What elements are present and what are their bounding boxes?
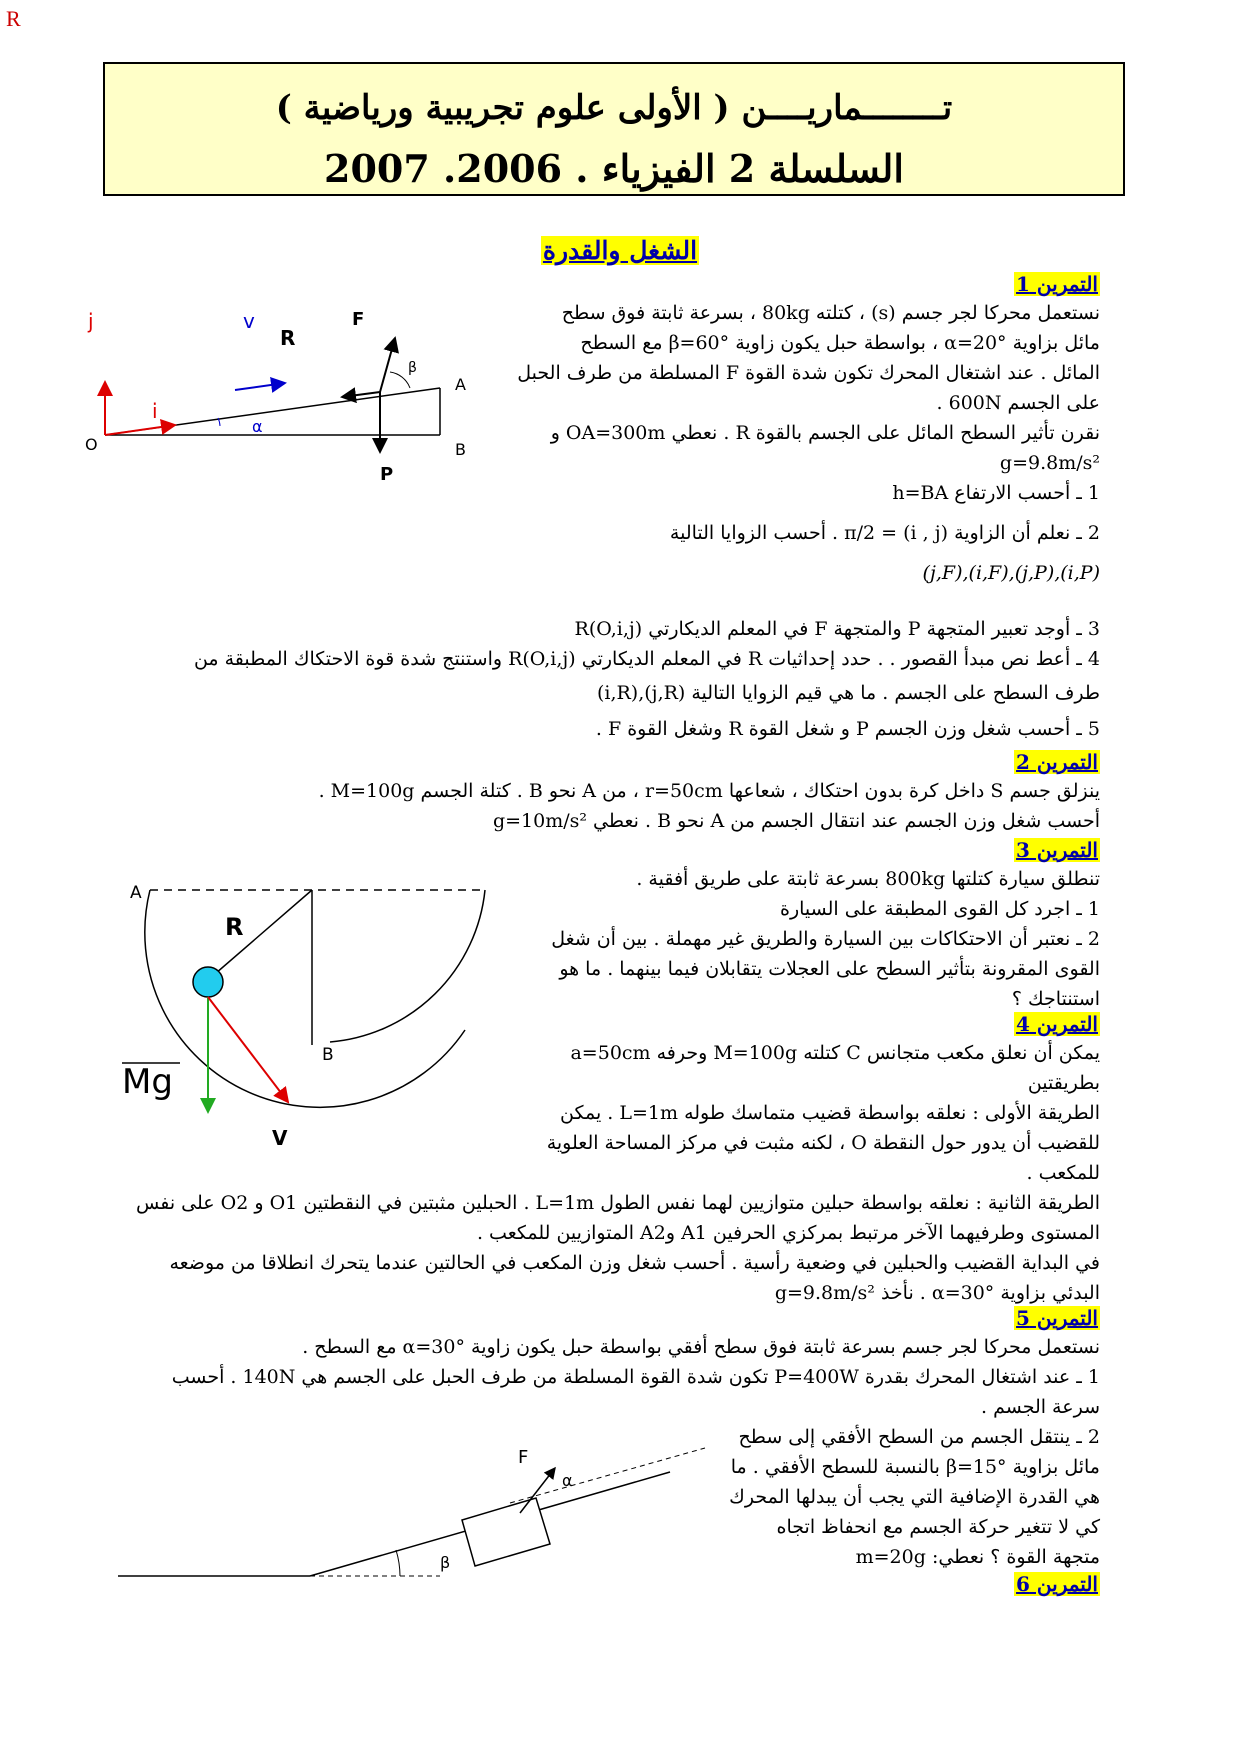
fig1-o-label: O <box>85 435 98 454</box>
fig2-v-label: V <box>272 1126 288 1150</box>
fig1-f-label: F <box>352 309 365 330</box>
exercise-6-title: التمرين 6 <box>1016 1572 1098 1596</box>
exercise-2-text: ينزلق جسم S داخل كرة بدون احتكاك ، شعاعها r=50cm ، من A نحو B . كتلة الجسم M=100g . أحسب شغل وزن الجسم عند انتقال الجسم من A نحو B . نعطي g=10m/s² <box>318 780 1100 832</box>
exercise-4-text-a: يمكن أن نعلق مكعب متجانس C كتلته M=100g وحرفه a=50cm بطريقتين الطريقة الأولى : نعلقه بواسطة قضيب متماسك طوله L=1m . يمكن للقضيب أن يدور حول النقطة O ، لكنه مثبت في مركز المساحة العلوية للمكعب . <box>546 1042 1100 1184</box>
exercise-5-title: التمرين 5 <box>1016 1306 1098 1330</box>
fig1-b-label: B <box>455 440 466 459</box>
exercise-2-title: التمرين 2 <box>1016 750 1098 774</box>
exercise-4-text-b: الطريقة الثانية : نعلقه بواسطة حبلين متوازيين لهما نفس الطول L=1m . الحبلين مثبتين في النقطتين O1 و O2 على نفس المستوى وطرفيهما الآخر مرتبط بمركزي الحرفين A1 وA2 المتوازيين للمكعب . في البداية القضيب والحبلين في وضعية رأسية . أحسب شغل وزن المكعب في الحالتين عندما يتحرك انطلاقا من موضعه البدئي بزاوية α=30° . نأخذ g=9.8m/s² <box>136 1192 1100 1304</box>
exercise-5-text-a: نستعمل محركا لجر جسم بسرعة ثابتة فوق سطح أفقي بواسطة حبل يكون زاوية α=30° مع السطح . 1 ـ عند اشتغال المحرك بقدرة P=400W تكون شدة القوة المسلطة من طرف الحبل على الجسم هي 140N . أحسب سرعة الجسم . <box>171 1336 1100 1418</box>
header-subtitle: السلسلة 2 الفيزياء . 2006. 2007 <box>324 146 904 191</box>
exercise-1-title: التمرين 1 <box>1016 272 1098 296</box>
fig1-p-label: P <box>380 464 394 485</box>
exercise-1-intro: نستعمل محركا لجر جسم (s) ، كتلته 80kg ، بسرعة ثابتة فوق سطح مائل بزاوية α=20° ، بواسطة حبل يكون زاوية β=60° مع السطح المائل . عند اشتغال المحرك تكون شدة القوة F المسلطة من طرف الحبل على الجسم 600N . نقرن تأثير السطح المائل على الجسم بالقوة R . نعطي OA=300m و g=9.8m/s² 1 ـ أحسب الارتفاع h=BA 2 ـ نعلم أن الزاوية (i , j) = π/2 . أحسب الزوايا التالية (j,F),(i,F),(j,P),(i,P) <box>517 302 1100 584</box>
corner-mark: R <box>6 6 21 31</box>
fig1-a-label: A <box>455 375 466 394</box>
fig3-alpha-label: α <box>562 1471 573 1490</box>
figure-block-slope <box>110 1408 710 1588</box>
exercise-5-text-b: 2 ـ ينتقل الجسم من السطح الأفقي إلى سطح مائل بزاوية β=15° بالنسبة للسطح الأفقي . ما هي القدرة الإضافية التي يجب أن يبدلها المحرك كي لا تتغير حركة الجسم مع انحفاظ اتجاه متجهة القوة ؟ نعطي: m=20g <box>729 1426 1100 1568</box>
fig1-j-label: j <box>88 309 94 333</box>
fig1-alpha-label: α <box>252 417 263 436</box>
exercise-3-title: التمرين 3 <box>1016 838 1098 862</box>
fig1-v-label: v <box>243 309 255 333</box>
topic-title: الشغل والقدرة <box>542 236 698 265</box>
figure-inclined-plane <box>80 300 490 490</box>
figure-sphere <box>110 860 500 1160</box>
fig3-f-label: F <box>518 1447 529 1468</box>
fig1-i-label: i <box>152 399 158 423</box>
fig1-beta-label: β <box>408 360 417 376</box>
header-box <box>103 62 1125 196</box>
fig2-a-label: A <box>130 883 142 903</box>
exercise-3-text: تنطلق سيارة كتلتها 800kg بسرعة ثابتة على طريق أفقية . 1 ـ اجرد كل القوى المطبقة على السيارة 2 ـ نعتبر أن الاحتكاكات بين السيارة والطريق غير مهملة . بين أن شغل القوى المقرونة بتأثير السطح على العجلات يتقابلان فيما بينهما . ما هو استنتاجك ؟ <box>551 868 1100 1010</box>
header-title: تــــــــماريــــن ( الأولى علوم تجريبية ورياضية ) <box>275 88 953 128</box>
exercise-1-questions: 3 ـ أوجد تعبير المتجهة P والمتجهة F في المعلم الديكارتي R(O,i,j) 4 ـ أعط نص مبدأ القصور . . حدد إحداثيات R في المعلم الديكارتي R(O,i,j) واستنتج شدة قوة الاحتكاك المطبقة من طرف السطح على الجسم . ما هي قيم الزوايا التالية (j,R),(i,R) 5 ـ أحسب شغل وزن الجسم P و شغل القوة R وشغل القوة F . <box>193 618 1100 740</box>
fig2-r-label: R <box>225 913 244 941</box>
fig2-b-label: B <box>322 1045 334 1065</box>
fig3-beta-label: β <box>440 1553 451 1572</box>
fig1-r-label: R <box>280 326 296 350</box>
exercise-4-title: التمرين 4 <box>1016 1012 1098 1036</box>
fig2-mg-label: Mg <box>122 1062 173 1102</box>
